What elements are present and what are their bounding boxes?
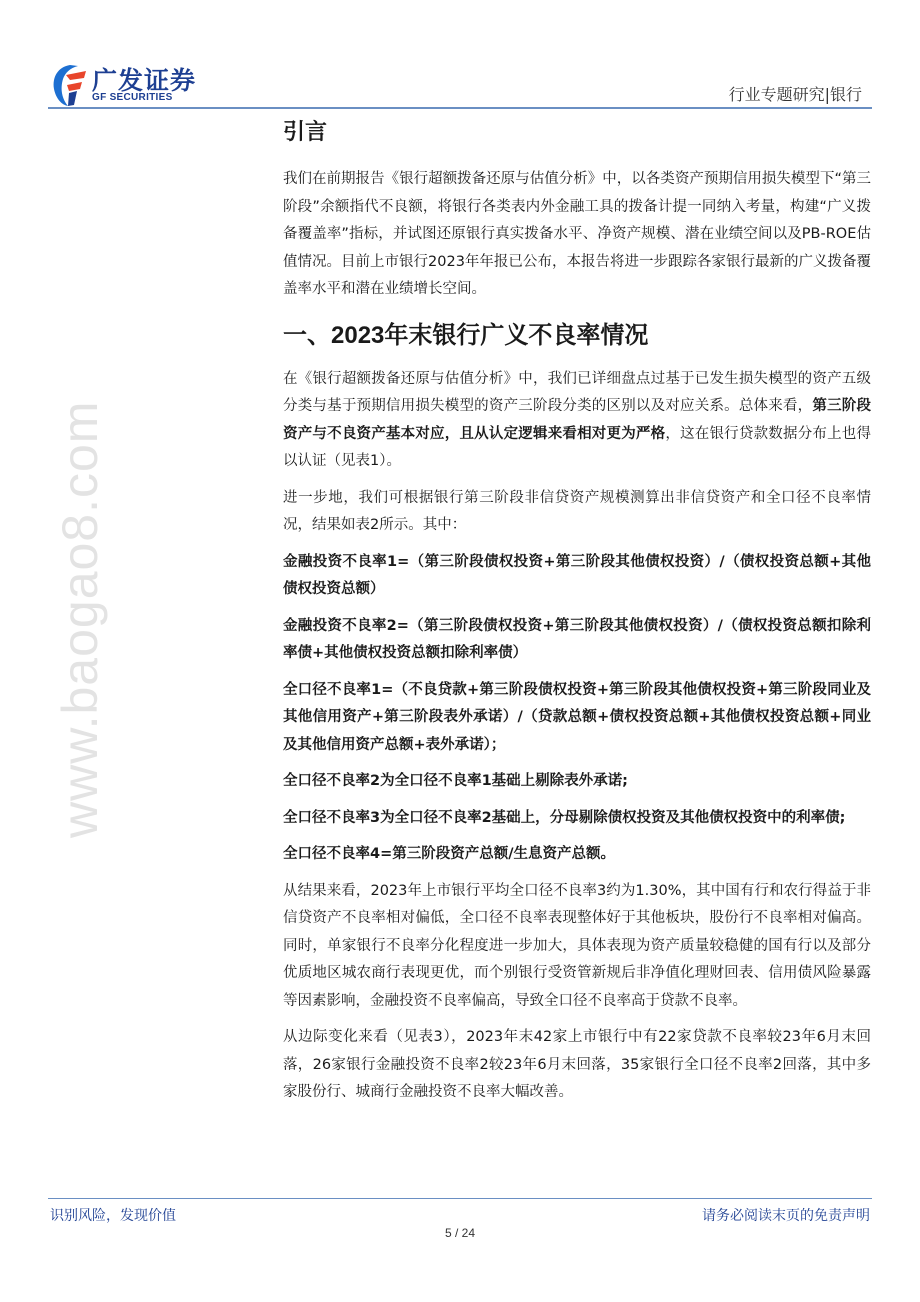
paragraph-marginal-change: 从边际变化来看（见表3），2023年末42家上市银行中有22家贷款不良率较23年6月末回落，26家银行金融投资不良率2较23年6月末回落，35家银行全口径不良率2回落，其中多家股份行、城商行金融投资不良率大幅改善。 bbox=[283, 1029, 871, 1100]
header-divider bbox=[48, 107, 872, 109]
watermark: www.baogao8.com bbox=[52, 400, 108, 838]
intro-paragraph: 我们在前期报告《银行超额拨备还原与估值分析》中，以各类资产预期信用损失模型下“第三阶段”余额指代不良额，将银行各类表内外金融工具的拨备计提一同纳入考量，构建“广义拨备覆盖率”指标，并试图还原银行真实拨备水平、净资产规模、潜在业绩空间以及PB-ROE估值情况。目前上市银行2023年年报已公布，本报告将进一步跟踪各家银行最新的广义拨备覆盖率水平和潜在业绩增长空间。 bbox=[283, 171, 871, 297]
report-body bbox=[283, 116, 871, 1116]
formula-3: 全口径不良率1=（不良贷款+第三阶段债权投资+第三阶段其他债权投资+第三阶段同业及其他信用资产+第三阶段表外承诺）/（贷款总额+债权投资总额+其他债权投资总额+同业及其他信用资产总额+表外承诺）； bbox=[283, 681, 871, 753]
section-title: 一、2023年末银行广义不良率情况 bbox=[283, 321, 649, 349]
text: ，这在银行贷款数据分布上也得以认证（见表1）。 bbox=[283, 425, 872, 469]
footer-disclaimer: 请务必阅读末页的免责声明 bbox=[702, 1208, 870, 1224]
formula-1: 金融投资不良率1=（第三阶段债权投资+第三阶段其他债权投资）/（债权投资总额+其他债权投资总额） bbox=[283, 553, 871, 597]
gf-securities-logo bbox=[50, 63, 200, 107]
formula-2: 金融投资不良率2=（第三阶段债权投资+第三阶段其他债权投资）/（债权投资总额扣除利率债+其他债权投资总额扣除利率债） bbox=[283, 617, 871, 661]
paragraph-results: 从结果来看，2023年上市银行平均全口径不良率3约为1.30%，其中国有行和农行得益于非信贷资产不良率相对偏低，全口径不良率表现整体好于其他板块，股份行不良率相对偏高。同时，单家银行不良率分化程度进一步加大，具体表现为资产质量较稳健的国有行以及部分优质地区城农商行表现更优，而个别银行受资管新规后非净值化理财回表、信用债风险暴露等因素影响，金融投资不良率偏高，导致全口径不良率高于贷款不良率。 bbox=[283, 882, 871, 1009]
report-category: 行业专题研究|银行 bbox=[728, 85, 862, 104]
intro-title: 引言 bbox=[283, 120, 328, 145]
logo-emblem-icon bbox=[50, 63, 90, 107]
formula-4: 全口径不良率2为全口径不良率1基础上剔除表外承诺; bbox=[283, 773, 628, 789]
paragraph-method: 进一步地，我们可根据银行第三阶段非信贷资产规模测算出非信贷资产和全口径不良率情况，结果如表2所示。其中： bbox=[283, 489, 871, 533]
footer-slogan: 识别风险，发现价值 bbox=[50, 1208, 176, 1224]
bold-text: 第三阶段资产与不良资产基本对应，且从认定逻辑来看相对更为严格 bbox=[283, 398, 872, 442]
logo-text-en: GF SECURITIES bbox=[92, 92, 173, 103]
formula-6: 全口径不良率4=第三阶段资产总额/生息资产总额。 bbox=[283, 846, 616, 862]
text: 在《银行超额拨备还原与估值分析》中，我们已详细盘点过基于已发生损失模型的资产五级分类与基于预期信用损失模型的资产三阶段分类的区别以及对应关系。总体来看， bbox=[283, 370, 871, 414]
paragraph-classification bbox=[283, 366, 871, 476]
formula-5: 全口径不良率3为全口径不良率2基础上，分母剔除债权投资及其他债权投资中的利率债; bbox=[283, 809, 846, 826]
footer-divider bbox=[48, 1198, 872, 1199]
page-number: 5 / 24 bbox=[444, 1226, 476, 1240]
logo-text-cn: 广发证券 bbox=[92, 66, 197, 95]
